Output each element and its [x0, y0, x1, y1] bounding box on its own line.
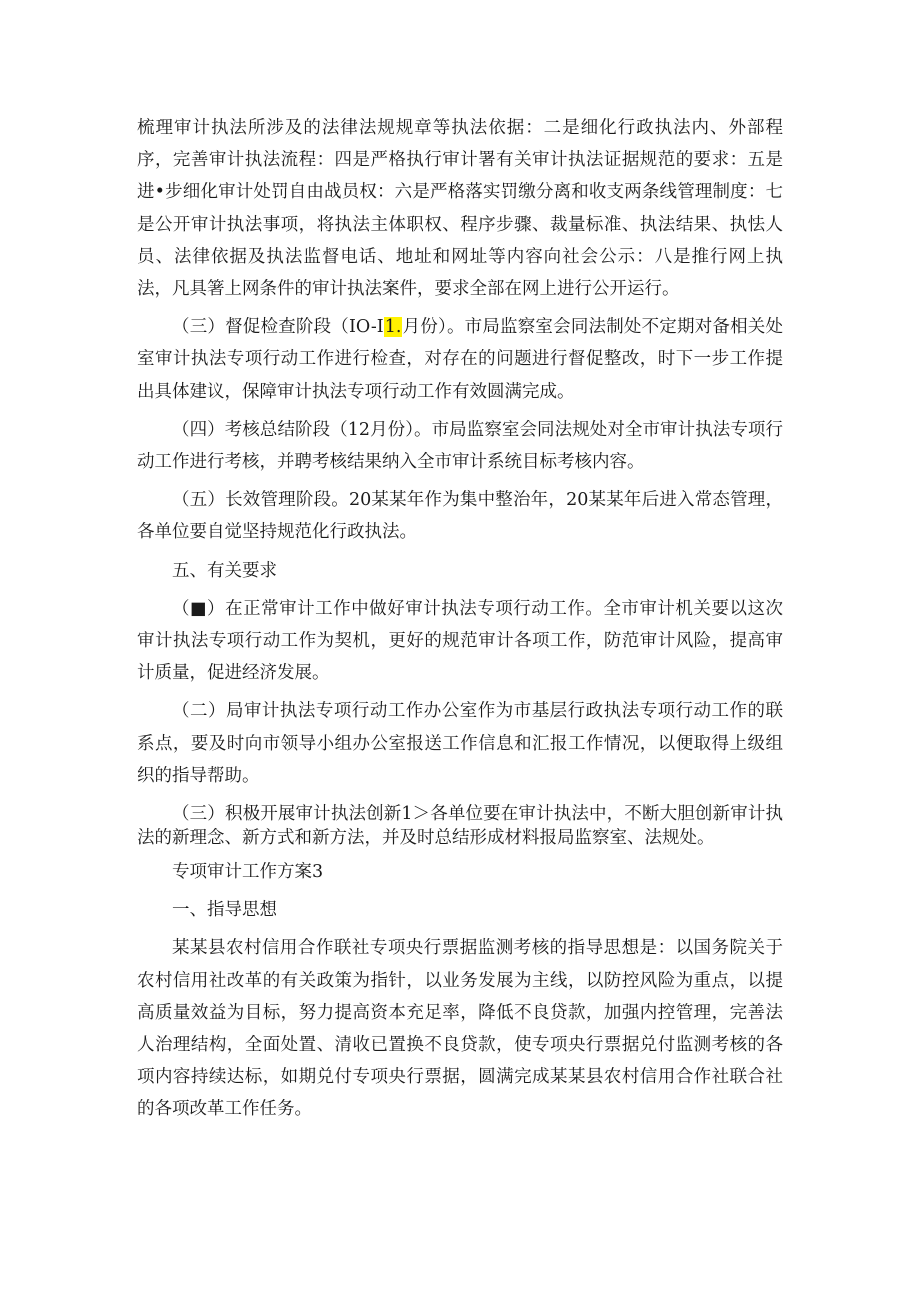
- paragraph-2-start: （三）督促检查阶段（IO-I: [172, 317, 384, 338]
- paragraph-assessment-stage: （四）考核总结阶段（12月份）。市局监察室会同法规处对全市审计执法专项行动工作进行考核，并聘考核结果纳入全市审计系统目标考核内容。: [137, 419, 783, 473]
- heading-guiding-ideology: 一、指导思想: [172, 900, 277, 921]
- paragraph-2-rest: 月份）。市局监察室会同法制处不定期对备相关处室审计执法专项行动工作进行检查，对存在的问题进行督促整改，时下一步工作提出具体建议，保障审计执法专项行动工作有效圆满完成。: [137, 317, 783, 402]
- heading-requirements: 五、有关要求: [172, 560, 277, 581]
- heading-plan-3: 专项审计工作方案3: [172, 862, 324, 883]
- paragraph-requirement-3: （三）积极开展审计执法创新1＞各单位要在审计执法中，不断大胆创新审计执法的新理念、新方式和新方法，并及时总结形成材料报局监察室、法规处。: [137, 804, 783, 849]
- paragraph-requirement-1: （■）在正常审计工作中做好审计执法专项行动工作。全市审计机关要以这次审计执法专项行动工作为契机，更好的规范审计各项工作，防范审计风险，提高审计质量，促进经济发展。: [137, 598, 783, 684]
- paragraph-long-term-stage: （五）长效管理阶段。20某某年作为集中整治年，20某某年后进入常态管理，各单位要自觉坚持规范化行政执法。: [137, 490, 783, 543]
- highlighted-text: 1.: [384, 317, 402, 338]
- document-page: [137, 112, 783, 1126]
- paragraph-requirement-2: （二）局审计执法专项行动工作办公室作为市基层行政执法专项行动工作的联系点，要及时向市领导小组办公室报送工作信息和汇报工作情况，以便取得上级组织的指导帮助。: [137, 701, 783, 786]
- paragraph-guiding-ideology: 某某县农村信用合作联社专项央行票据监测考核的指导思想是：以国务院关于农村信用社改革的有关政策为指针，以业务发展为主线，以防控风险为重点，以提高质量效益为目标，努力提高资本充足率，降低不良贷款，加强内控管理，完善法人治理结构，全面处置、清收已置换不良贷款，使专项央行票据兑付监测考核的各项内容持续达标，如期兑付专项央行票据，圆满完成某某县农村信用合作社联合社的各项改革工作任务。: [137, 938, 783, 1120]
- paragraph-1: 梳理审计执法所涉及的法律法规规章等执法依据：二是细化行政执法内、外部程序，完善审计执法流程：四是严格执行审计署有关审计执法证据规范的要求：五是进•步细化审计处罚自由战员权：六是严格落实罚缴分离和收支两条线管理制度：七是公开审计执法事项，将执法主体职权、程序步骤、裁量标准、执法结果、执怯人员、法律依据及执法监督电话、地址和网址等内容向社会公示：八是推行网上执法，凡具箸上网条件的审计执法案件，要求全部在网上进行公开运行。: [137, 118, 783, 300]
- paragraph-supervision-stage: [137, 311, 783, 408]
